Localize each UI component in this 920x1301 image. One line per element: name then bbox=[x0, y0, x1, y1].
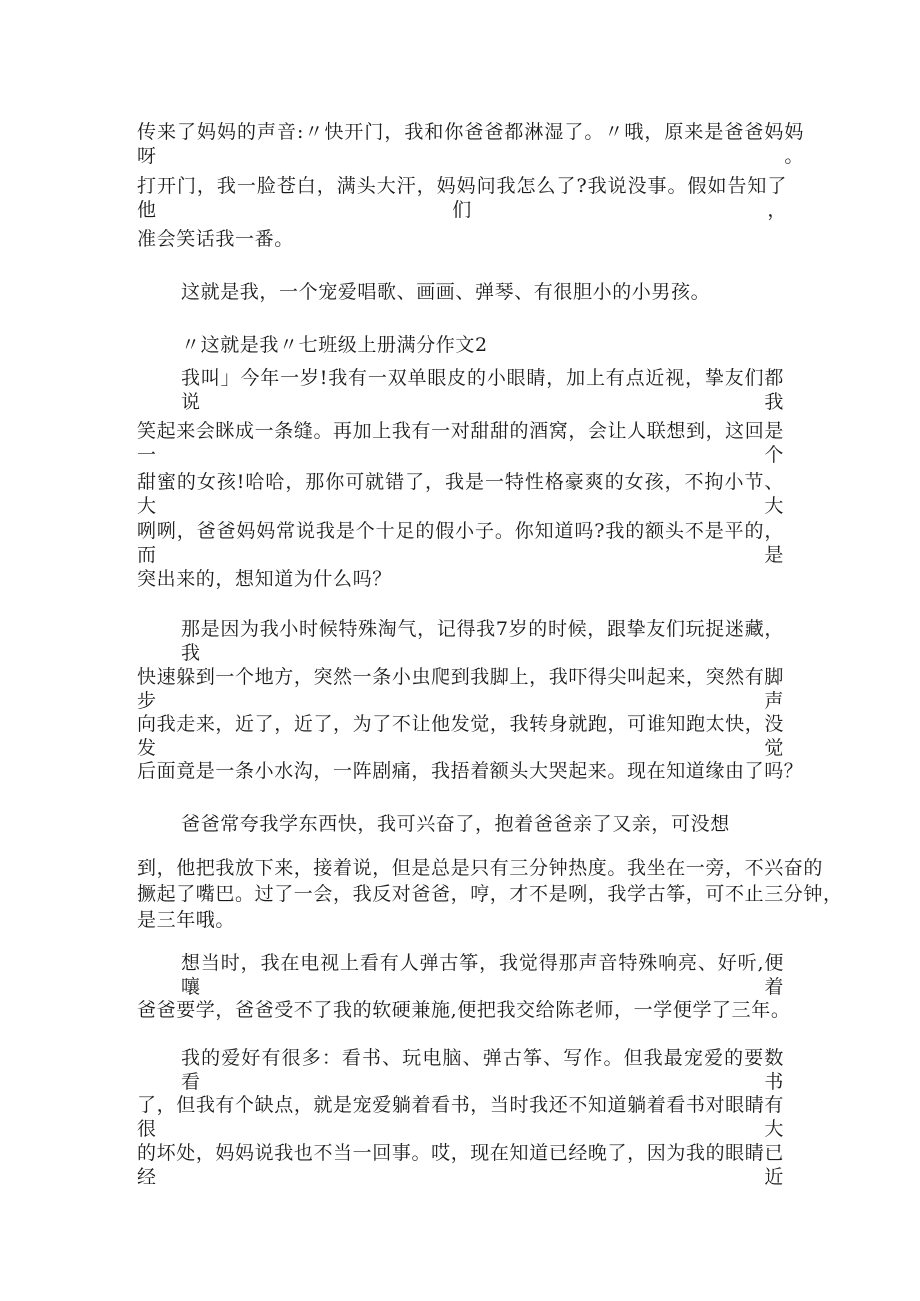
text-line: 笑起来会眯成一条缝。再加上我有一对甜甜的酒窝，会让人联想到，这回是一个 bbox=[137, 420, 784, 466]
text-line: 到，他把我放下来，接着说，但是总是只有三分钟热度。我坐在一旁，不兴奋的 bbox=[137, 857, 824, 879]
text-line: 突出来的，想知道为什么吗？ bbox=[137, 568, 392, 590]
text-line: 的坏处，妈妈说我也不当一回事。哎，现在知道已经晚了，因为我的眼睛已经近 bbox=[137, 1142, 784, 1188]
text-line: 爸爸要学，爸爸受不了我的软硬兼施,便把我交给陈老师，一学便学了三年。 bbox=[137, 999, 791, 1021]
text-line: 准会笑话我一番。 bbox=[137, 228, 294, 250]
section-heading: 〃这就是我〃七班级上册满分作文2 bbox=[181, 334, 488, 356]
paragraph-line: 那是因为我小时候特殊淘气，记得我7岁的时候，跟挚友们玩捉迷藏，我 bbox=[181, 618, 784, 664]
paragraph-line: 这就是我，一个宠爱唱歌、画画、弹琴、有很胆小的小男孩。 bbox=[181, 281, 711, 303]
text-line: 咧咧，爸爸妈妈常说我是个十足的假小子。你知道吗?我的额头不是平的，而是 bbox=[137, 520, 784, 566]
text-line: 打开门，我一脸苍白，满头大汗，妈妈问我怎么了?我说没事。假如告知了他们， bbox=[137, 175, 787, 221]
text-line: 是三年哦。 bbox=[137, 909, 236, 931]
paragraph-line: 我的爱好有很多：看书、玩电脑、弹古筝、写作。但我最宠爱的要数看书 bbox=[181, 1047, 784, 1093]
text-line: 传来了妈妈的声音:〃快开门，我和你爸爸都淋湿了。〃哦，原来是爸爸妈妈呀。 bbox=[137, 121, 804, 167]
paragraph-line: 我叫」今年一岁!我有一双单眼皮的小眼睛，加上有点近视，挚友们都说我 bbox=[181, 367, 784, 413]
text-line: 撅起了嘴巴。过了一会，我反对爸爸，哼，才不是咧，我学古筝，可不止三分钟， bbox=[137, 883, 843, 905]
text-line: 后面竟是一条小水沟，一阵剧痛，我捂着额头大哭起来。现在知道缘由了吗？ bbox=[137, 760, 804, 782]
text-line: 了，但我有个缺点，就是宠爱躺着看书，当时我还不知道躺着看书对眼睛有很大 bbox=[137, 1094, 784, 1140]
text-line: 甜蜜的女孩!哈哈，那你可就错了，我是一特性格豪爽的女孩，不拘小节、大大 bbox=[137, 471, 784, 517]
dense-paragraph bbox=[137, 855, 843, 933]
text-line: 快速躲到一个地方，突然一条小虫爬到我脚上，我吓得尖叫起来，突然有脚步声 bbox=[137, 666, 784, 712]
paragraph-line: 爸爸常夸我学东西快，我可兴奋了，抱着爸爸亲了又亲，可没想 bbox=[181, 813, 730, 835]
text-line: 向我走来，近了，近了，为了不让他发觉，我转身就跑，可谁知跑太快，没发觉 bbox=[137, 713, 784, 759]
paragraph-line: 想当时，我在电视上看有人弹古筝，我觉得那声音特殊响亮、好听,便嚷着 bbox=[181, 952, 784, 998]
